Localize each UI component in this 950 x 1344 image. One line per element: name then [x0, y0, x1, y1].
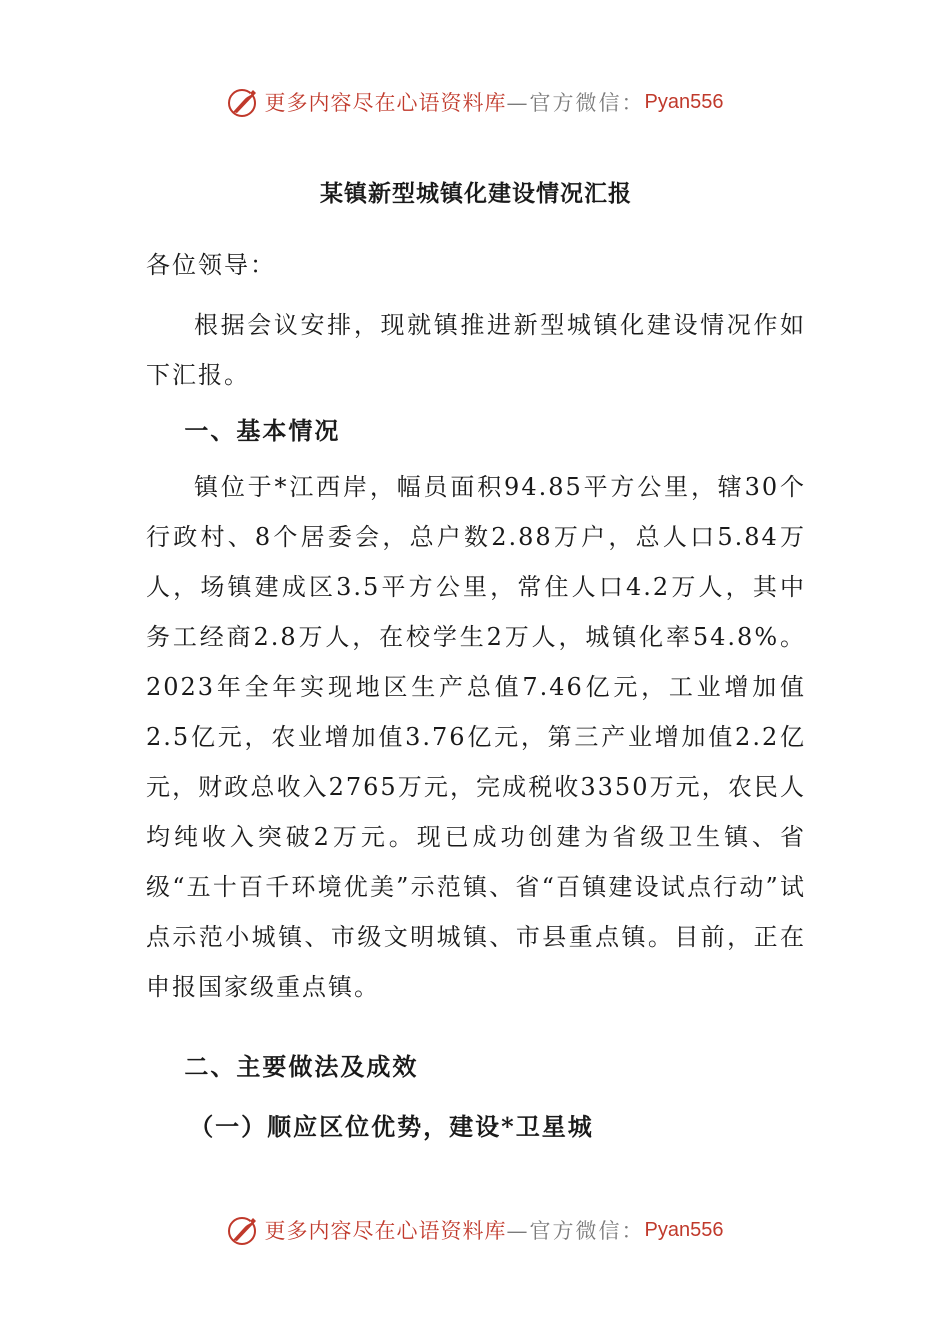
subsection1-heading: （一）顺应区位优势，建设*卫星城: [189, 1112, 594, 1141]
section1-paragraph: 镇位于*江西岸，幅员面积94.85平方公里，辖30个行政村、8个居委会，总户数2.88万户，总人口5.84万人，场镇建成区3.5平方公里，常住人口4.2万人，其中务工经商2.8万人，在校学生2万人，城镇化率54.8%。2023年全年实现地区生产总值7.46亿元，工业增加值2.5亿元，农业增加值3.76亿元，第三产业增加值2.2亿元，财政总收入2765万元，完成税收3350万元，农民人均纯收入突破2万元。现已成功创建为省级卫生镇、省级“五十百千环境优美”示范镇、省“百镇建设试点行动”试点示范小城镇、市级文明城镇、市县重点镇。目前，正在申报国家级重点镇。: [146, 473, 806, 1001]
watermark-gray-text: —官方微信：: [506, 91, 645, 115]
quill-pen-logo-icon: [227, 85, 261, 119]
document-body: [146, 172, 806, 1152]
section1-heading: 一、基本情况: [184, 416, 341, 445]
section2-heading: 二、主要做法及成效: [184, 1052, 419, 1081]
watermark-banner-bottom: [0, 1208, 950, 1252]
salutation: 各位领导：: [146, 251, 276, 279]
watermark-gray-text: —官方微信：: [506, 1219, 645, 1243]
watermark-red-text: 更多内容尽在心语资料库: [264, 91, 507, 115]
watermark-red-text: 更多内容尽在心语资料库: [264, 1219, 507, 1243]
watermark-wechat-id: Pyan556: [644, 1218, 724, 1241]
watermark-banner-top: [0, 80, 950, 124]
quill-pen-logo-icon: [227, 1213, 261, 1247]
intro-paragraph: 根据会议安排，现就镇推进新型城镇化建设情况作如下汇报。: [146, 311, 806, 389]
document-title: 某镇新型城镇化建设情况汇报: [320, 180, 632, 207]
watermark-wechat-id: Pyan556: [644, 90, 724, 113]
